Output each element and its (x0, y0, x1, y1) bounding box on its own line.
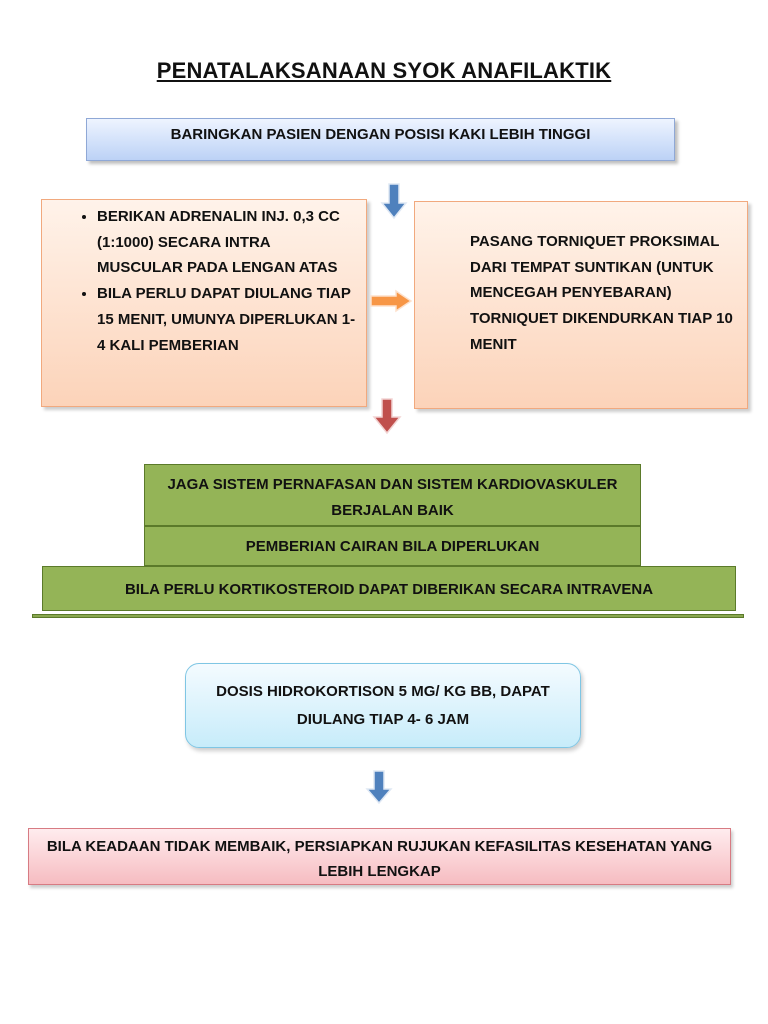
arrow-down-blue-icon (381, 183, 407, 219)
pyramid-top-airway: JAGA SISTEM PERNAFASAN DAN SISTEM KARDIOVASKULER BERJALAN BAIK (144, 464, 641, 526)
adrenalin-list (74, 204, 358, 358)
page-title: PENATALAKSANAAN SYOK ANAFILAKTIK (156, 58, 612, 83)
pyramid-bottom-corticosteroid: BILA PERLU KORTIKOSTEROID DAPAT DIBERIKAN SECARA INTRAVENA (42, 566, 736, 611)
step-lay-patient-box: BARINGKAN PASIEN DENGAN POSISI KAKI LEBIH TINGGI (86, 118, 675, 161)
adrenalin-bullet: • BILA PERLU DAPAT DIULANG TIAP 15 MENIT, UMUNYA DIPERLUKAN 1-4 KALI PEMBERIAN (97, 281, 358, 358)
arrow-down-red-icon (373, 398, 401, 434)
arrow-right-orange-icon (370, 290, 412, 312)
pyramid-base-line (32, 614, 744, 618)
referral-box: BILA KEADAAN TIDAK MEMBAIK, PERSIAPKAN RUJUKAN KEFASILITAS KESEHATAN YANG LEBIH LENGKAP (28, 828, 731, 885)
adrenalin-bullet: • BERIKAN ADRENALIN INJ. 0,3 CC (1:1000) SECARA INTRA MUSCULAR PADA LENGAN ATAS (97, 204, 358, 281)
pyramid-middle-fluids: PEMBERIAN CAIRAN BILA DIPERLUKAN (144, 526, 641, 566)
arrow-down-blue-icon (366, 770, 392, 804)
adrenalin-box (41, 199, 367, 407)
dose-box: DOSIS HIDROKORTISON 5 MG/ KG BB, DAPAT DIULANG TIAP 4- 6 JAM (185, 663, 581, 748)
tourniquet-box: PASANG TORNIQUET PROKSIMAL DARI TEMPAT SUNTIKAN (UNTUK MENCEGAH PENYEBARAN) TORNIQUET DIKENDURKAN TIAP 10 MENIT (414, 201, 748, 409)
